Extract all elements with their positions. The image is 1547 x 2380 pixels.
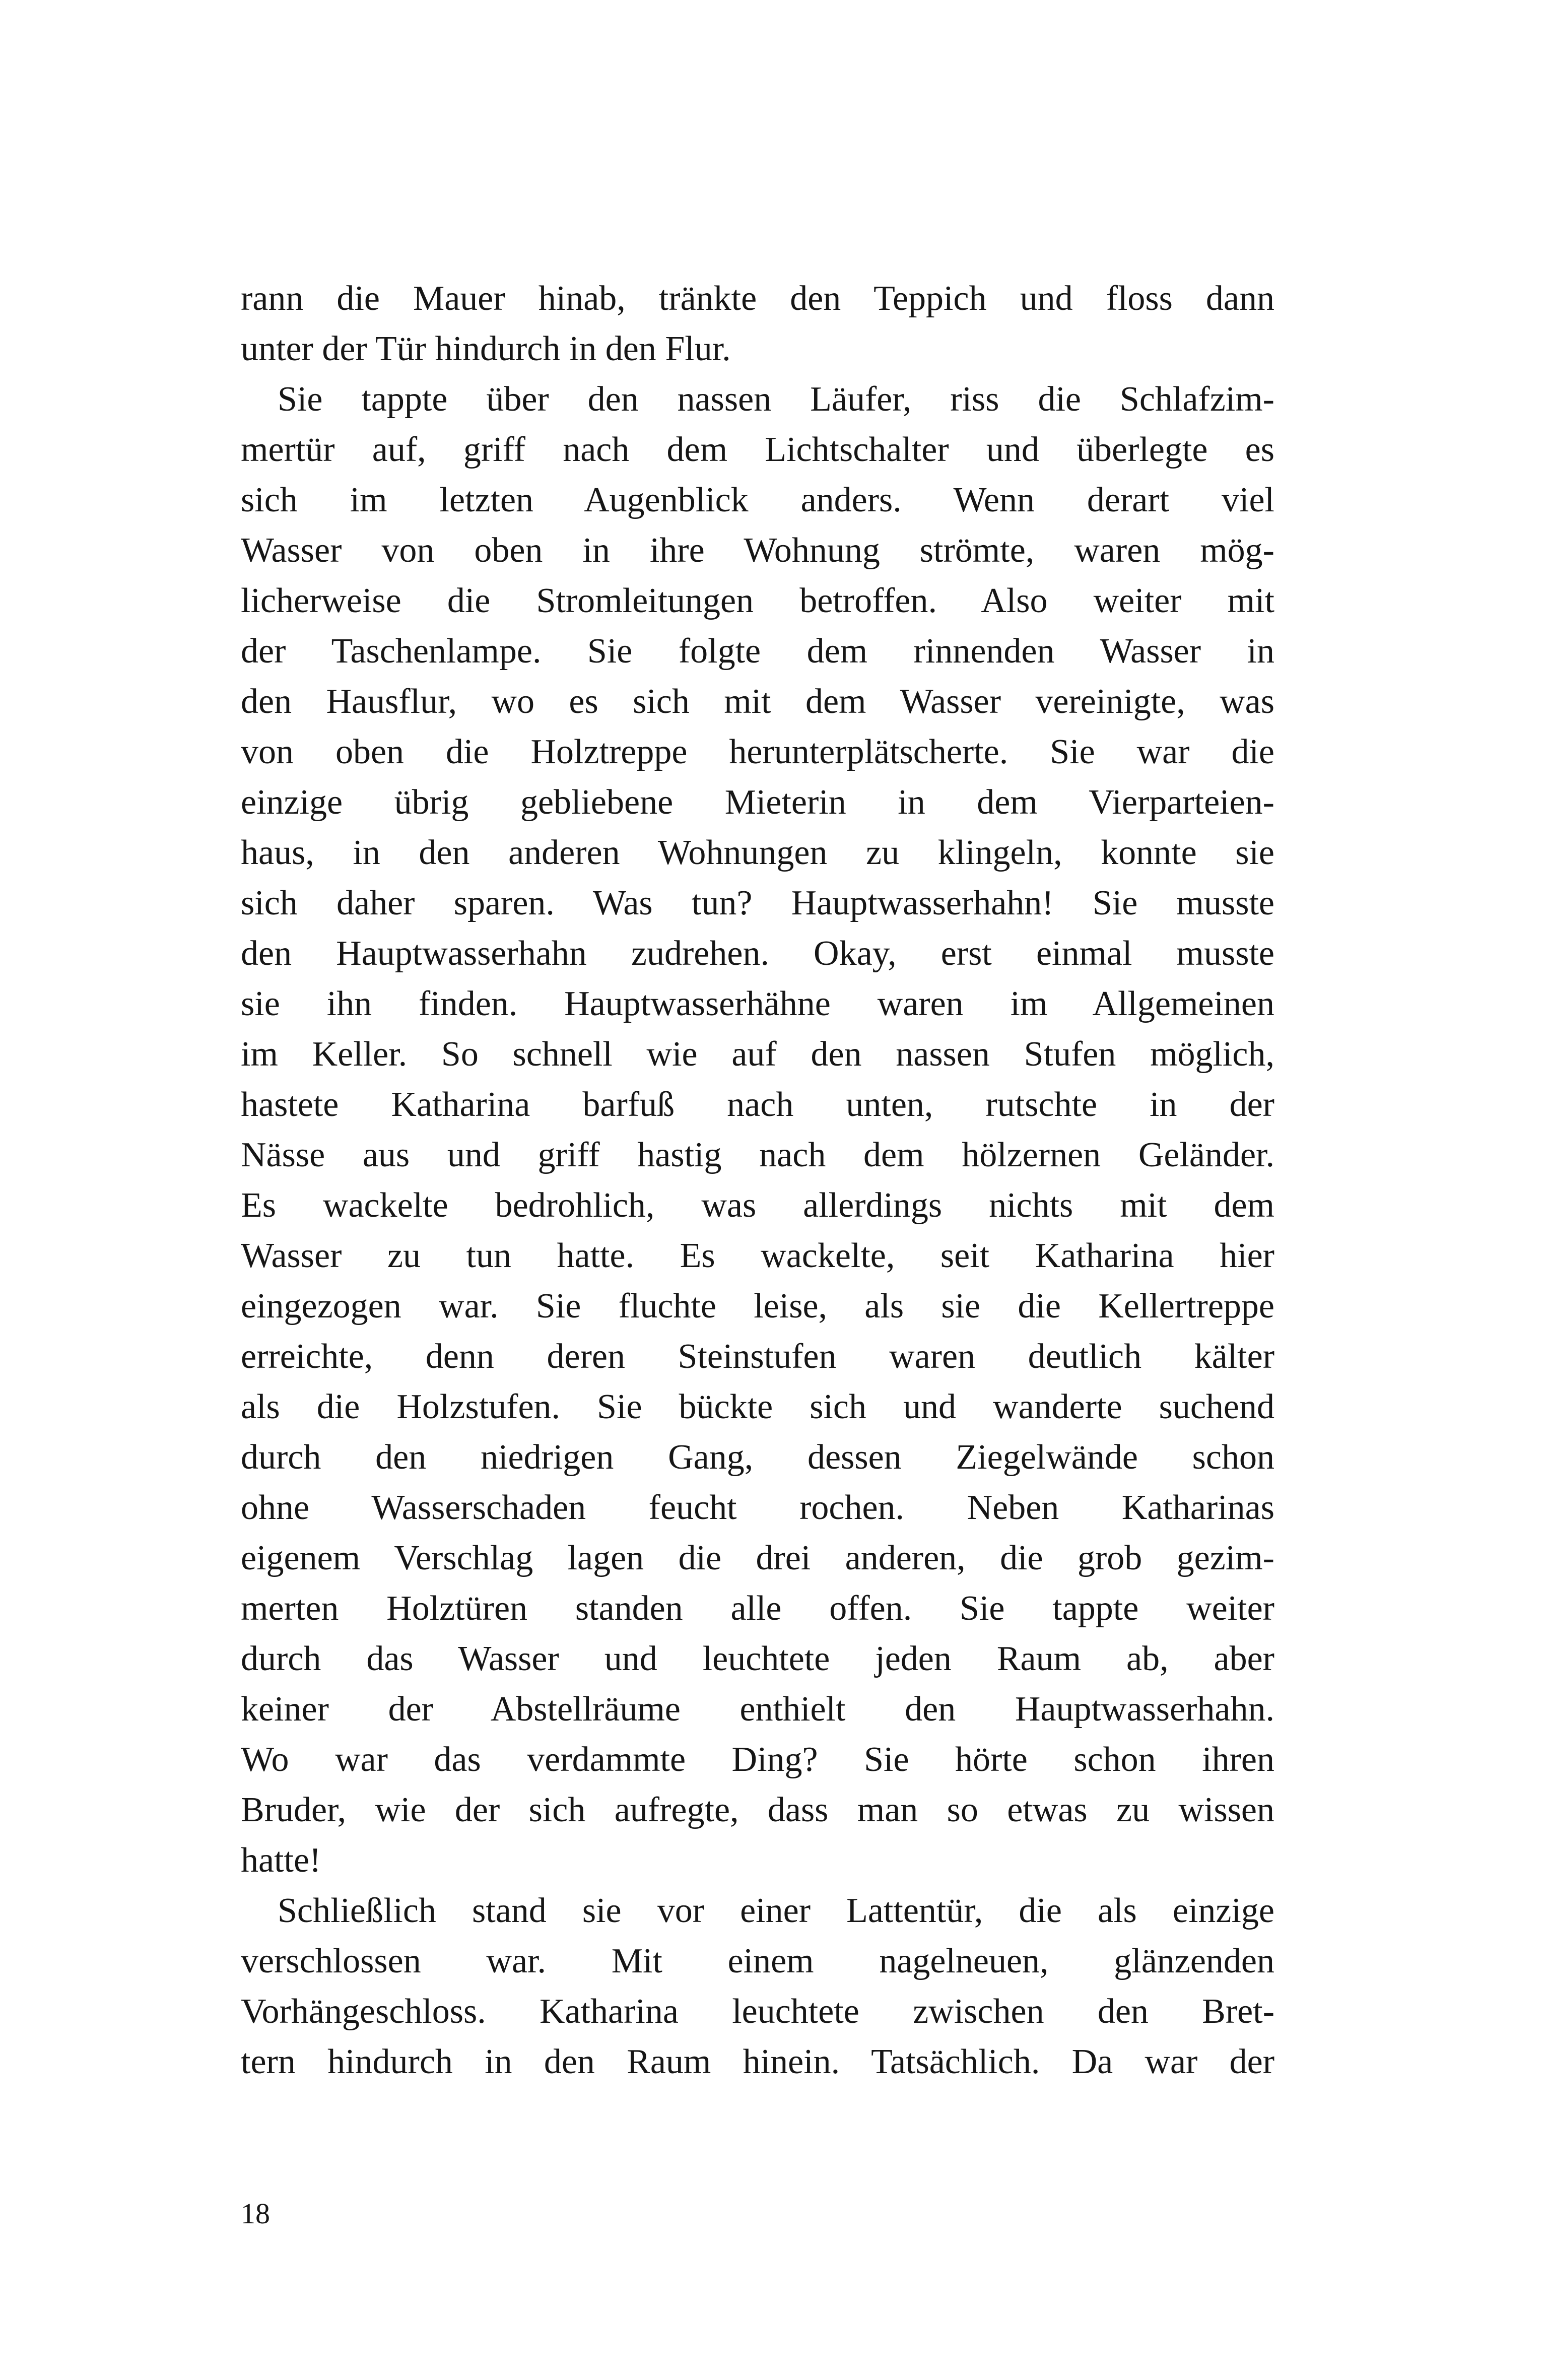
- text-line: eigenem Verschlag lagen die drei anderen, die grob gezim-: [241, 1539, 1274, 1577]
- text-line: als die Holzstufen. Sie bückte sich und wanderte suchend: [241, 1387, 1274, 1426]
- paragraph: [241, 374, 1274, 1886]
- text-line: sich daher sparen. Was tun? Hauptwasserhahn! Sie musste: [241, 884, 1274, 922]
- text-line: licherweise die Stromleitungen betroffen. Also weiter mit: [241, 581, 1274, 620]
- text-line: Bruder, wie der sich aufregte, dass man so etwas zu wissen: [241, 1791, 1274, 1829]
- text-line: merten Holztüren standen alle offen. Sie tappte weiter: [241, 1589, 1274, 1628]
- text-line: Wasser von oben in ihre Wohnung strömte, waren mög-: [241, 531, 1274, 570]
- text-line: tern hindurch in den Raum hinein. Tatsächlich. Da war der: [241, 2042, 1274, 2081]
- text-line: sie ihn finden. Hauptwasserhähne waren im Allgemeinen: [241, 984, 1274, 1023]
- text-line: verschlossen war. Mit einem nagelneuen, glänzenden: [241, 1942, 1274, 1980]
- page-number: 18: [241, 2197, 270, 2230]
- text-line: Nässe aus und griff hastig nach dem hölzernen Geländer.: [241, 1136, 1274, 1174]
- text-line: durch den niedrigen Gang, dessen Ziegelwände schon: [241, 1438, 1274, 1477]
- text-block: [241, 274, 1274, 2087]
- paragraph: [241, 274, 1274, 374]
- text-line: mertür auf, griff nach dem Lichtschalter und überlegte es: [241, 430, 1274, 469]
- text-line: Es wackelte bedrohlich, was allerdings nichts mit dem: [241, 1186, 1274, 1225]
- text-line: Vorhängeschloss. Katharina leuchtete zwischen den Bret-: [241, 1992, 1274, 2031]
- text-line: durch das Wasser und leuchtete jeden Raum ab, aber: [241, 1639, 1274, 1678]
- text-line: ohne Wasserschaden feucht rochen. Neben Katharinas: [241, 1488, 1274, 1527]
- text-line: Wo war das verdammte Ding? Sie hörte schon ihren: [241, 1740, 1274, 1779]
- text-line: von oben die Holztreppe herunterplätscherte. Sie war die: [241, 733, 1274, 771]
- text-line: hastete Katharina barfuß nach unten, rutschte in der: [241, 1085, 1274, 1124]
- text-line: eingezogen war. Sie fluchte leise, als sie die Kellertreppe: [241, 1287, 1274, 1326]
- text-line: sich im letzten Augenblick anders. Wenn derart viel: [241, 481, 1274, 519]
- text-line: haus, in den anderen Wohnungen zu klingeln, konnte sie: [241, 833, 1274, 872]
- text-line: Schließlich stand sie vor einer Lattentür, die als einzige: [278, 1891, 1274, 1930]
- text-line: rann die Mauer hinab, tränkte den Teppich und floss dann: [241, 279, 1274, 318]
- text-line: hatte!: [241, 1841, 321, 1880]
- text-line: Sie tappte über den nassen Läufer, riss die Schlafzim-: [278, 380, 1274, 419]
- paragraph: [241, 1886, 1274, 2087]
- text-line: keiner der Abstellräume enthielt den Hauptwasserhahn.: [241, 1690, 1274, 1729]
- text-line: den Hausflur, wo es sich mit dem Wasser vereinigte, was: [241, 682, 1274, 721]
- text-line: erreichte, denn deren Steinstufen waren deutlich kälter: [241, 1337, 1274, 1376]
- text-line: im Keller. So schnell wie auf den nassen Stufen möglich,: [241, 1035, 1274, 1074]
- text-line: Wasser zu tun hatte. Es wackelte, seit Katharina hier: [241, 1236, 1274, 1275]
- text-line: einzige übrig gebliebene Mieterin in dem Vierparteien-: [241, 783, 1274, 822]
- text-line: unter der Tür hindurch in den Flur.: [241, 329, 731, 368]
- text-line: den Hauptwasserhahn zudrehen. Okay, erst einmal musste: [241, 934, 1274, 973]
- text-line: der Taschenlampe. Sie folgte dem rinnenden Wasser in: [241, 632, 1274, 671]
